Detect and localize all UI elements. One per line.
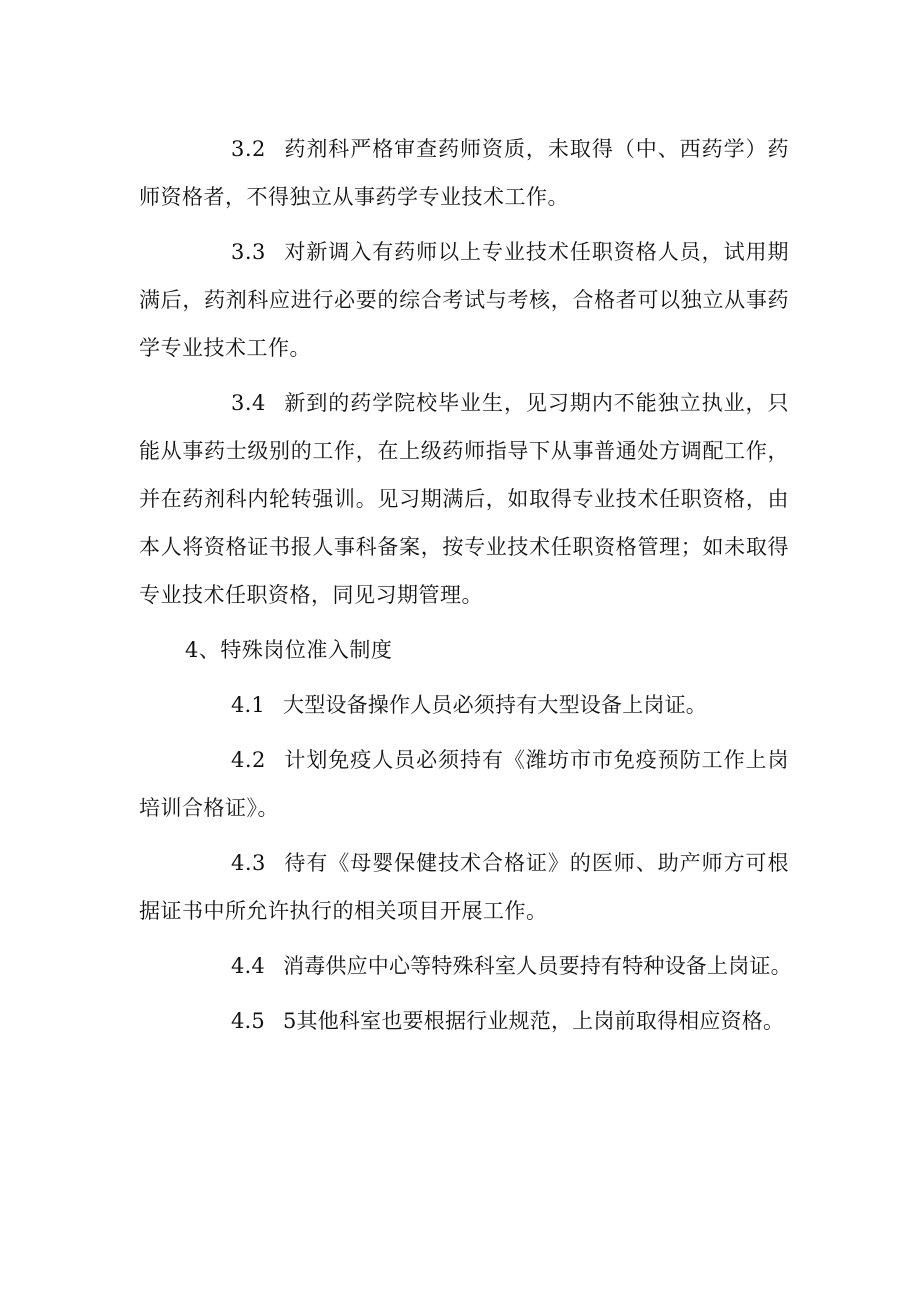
paragraph-number: 3.3 (231, 240, 266, 264)
paragraph-number: 4.2 (231, 748, 266, 772)
paragraph-3-2 (139, 125, 789, 221)
paragraph-4-2 (139, 736, 789, 832)
paragraph-text: 计划免疫人员必须持有《潍坊市市免疫预防工作上岗培训合格证》。 (139, 748, 789, 820)
paragraph-number: 4.5 (231, 1009, 265, 1033)
paragraph-number: 4.3 (231, 851, 266, 875)
paragraph-number: 4.1 (231, 693, 265, 717)
paragraph-number: 4.4 (231, 954, 265, 978)
paragraph-text: 消毒供应中心等特殊科室人员要持有特种设备上岗证。 (283, 954, 792, 978)
paragraph-text: 大型设备操作人员必须持有大型设备上岗证。 (283, 693, 707, 717)
paragraph-4-5 (139, 997, 789, 1045)
paragraph-3-3 (139, 228, 789, 372)
paragraph-text: 5其他科室也要根据行业规范，上岗前取得相应资格。 (283, 1009, 785, 1033)
section-heading: 4、特殊岗位准入制度 (185, 638, 393, 662)
paragraph-text: 对新调入有药师以上专业技术任职资格人员，试用期满后，药剂科应进行必要的综合考试与考核，合格者可以独立从事药学专业技术工作。 (139, 240, 789, 360)
paragraph-4-3 (139, 839, 789, 935)
paragraph-number: 3.2 (231, 137, 266, 161)
paragraph-4-4 (139, 942, 792, 990)
document-body (139, 125, 792, 1052)
paragraph-number: 3.4 (231, 391, 266, 415)
paragraph-3-4 (139, 379, 789, 619)
paragraph-text: 新到的药学院校毕业生，见习期内不能独立执业，只能从事药士级别的工作，在上级药师指导下从事普通处方调配工作，并在药剂科内轮转强训。见习期满后，如取得专业技术任职资格，由本人将资格证书报人事科备案，按专业技术任职资格管理；如未取得专业技术任职资格，同见习期管理。 (139, 391, 789, 607)
paragraph-4-1 (139, 681, 789, 729)
paragraph-text: 待有《母婴保健技术合格证》的医师、助产师方可根据证书中所允许执行的相关项目开展工作。 (139, 851, 789, 923)
paragraph-text: 药剂科严格审查药师资质，未取得（中、西药学）药师资格者，不得独立从事药学专业技术工作。 (139, 137, 789, 209)
